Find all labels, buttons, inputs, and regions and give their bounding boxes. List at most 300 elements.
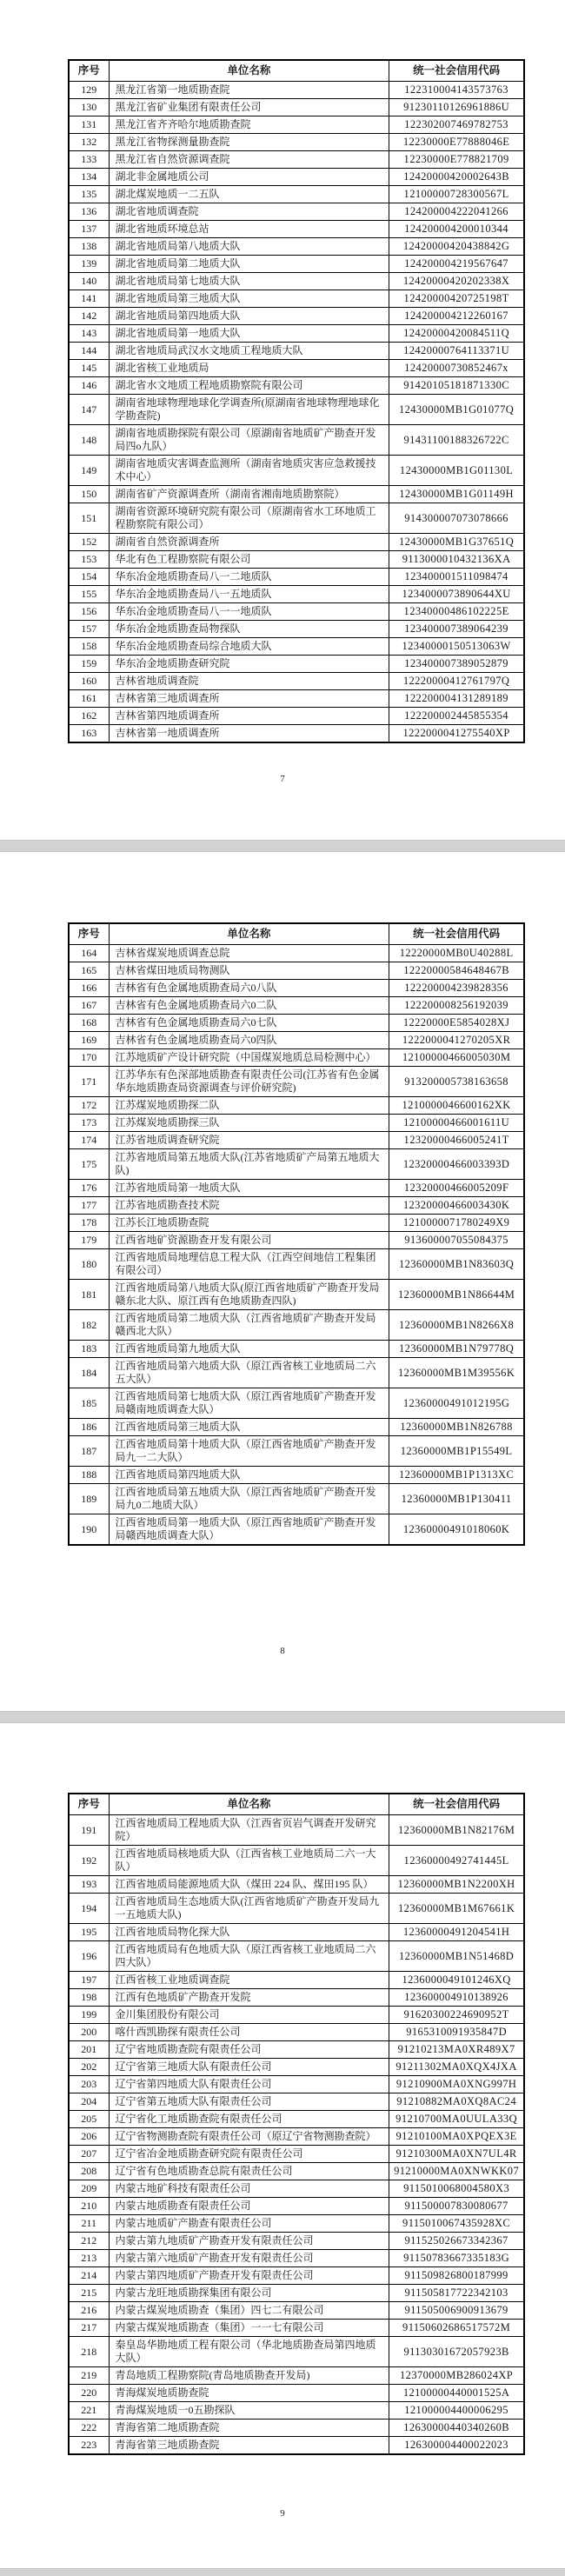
- table-row: [69, 2198, 524, 2215]
- table-row: [69, 1249, 524, 1280]
- cell-credit-code: 1234000073890644XU: [389, 586, 524, 603]
- table-row: [69, 945, 524, 962]
- cell-credit-code: 12370000MB286024XP: [389, 2367, 524, 2385]
- cell-credit-code: 12420000764113371U: [389, 343, 524, 360]
- table-row: [69, 1132, 524, 1149]
- cell-credit-code: 91420105181871330C: [389, 377, 524, 395]
- cell-serial-number: 173: [69, 1115, 109, 1132]
- table-row: [69, 1436, 524, 1467]
- cell-unit-name: 青海省第二地质勘查院: [109, 2420, 389, 2437]
- table-row: [69, 1310, 524, 1341]
- table-row: [69, 1197, 524, 1215]
- cell-serial-number: 216: [69, 2302, 109, 2320]
- cell-unit-name: 湖北省地质局武汉水文地质工程地质大队: [109, 343, 389, 360]
- cell-credit-code: 91211302MA0XQX4JXA: [389, 2059, 524, 2076]
- cell-credit-code: 91130301672057923B: [389, 2337, 524, 2367]
- cell-unit-name: 江苏省地质调查研究院: [109, 1132, 389, 1149]
- cell-unit-name: 辽宁省第三地质大队有限责任公司: [109, 2059, 389, 2076]
- units-table: [68, 59, 525, 743]
- table-header-row: [69, 923, 524, 945]
- table-row: [69, 2163, 524, 2180]
- cell-unit-name: 湖北省地质局第四地质大队: [109, 308, 389, 325]
- cell-serial-number: 191: [69, 1815, 109, 1846]
- cell-serial-number: 141: [69, 290, 109, 308]
- cell-credit-code: 122302007469782753: [389, 116, 524, 134]
- cell-serial-number: 186: [69, 1419, 109, 1436]
- cell-unit-name: 喀什西凯勘探有限责任公司: [109, 2024, 389, 2041]
- cell-serial-number: 147: [69, 395, 109, 425]
- cell-unit-name: 江西省地质局第七地质大队（原江西省地质矿产勘查开发局赣南地质调查大队）: [109, 1388, 389, 1419]
- cell-serial-number: 188: [69, 1467, 109, 1484]
- cell-serial-number: 133: [69, 151, 109, 169]
- cell-unit-name: 辽宁省冶金地质勘查研究院有限责任公司: [109, 2146, 389, 2163]
- cell-credit-code: 122200002445855354: [389, 708, 524, 725]
- cell-unit-name: 华东冶金地质勘查局八一二地质队: [109, 569, 389, 586]
- cell-credit-code: 12360000MB1P1313XC: [389, 1467, 524, 1484]
- cell-credit-code: 12220000412761797Q: [389, 673, 524, 690]
- table-row: [69, 343, 524, 360]
- cell-credit-code: 12230000E778821709: [389, 151, 524, 169]
- cell-serial-number: 198: [69, 1989, 109, 2007]
- column-header-credit-code: 统一社会信用代码: [389, 923, 524, 945]
- cell-serial-number: 132: [69, 134, 109, 151]
- cell-credit-code: 91210213MA0XR489X7: [389, 2041, 524, 2059]
- cell-serial-number: 213: [69, 2250, 109, 2267]
- table-row: [69, 2285, 524, 2302]
- cell-credit-code: 1236000049101246XQ: [389, 1972, 524, 1989]
- cell-credit-code: 91210700MA0UULA33Q: [389, 2111, 524, 2128]
- table-row: [69, 169, 524, 186]
- cell-serial-number: 206: [69, 2128, 109, 2146]
- table-row: [69, 1815, 524, 1846]
- table-row: [69, 503, 524, 534]
- cell-credit-code: 9165310091935847D: [389, 2024, 524, 2041]
- cell-credit-code: 12230000E77888046E: [389, 134, 524, 151]
- cell-unit-name: 江苏长江地质勘查院: [109, 1215, 389, 1232]
- cell-credit-code: 124200004200010344: [389, 221, 524, 238]
- table-row: [69, 1972, 524, 1989]
- cell-unit-name: 江西省地质局第四地质大队: [109, 1467, 389, 1484]
- table-row: [69, 1215, 524, 1232]
- table-row: [69, 980, 524, 997]
- table-row: [69, 551, 524, 569]
- cell-serial-number: 162: [69, 708, 109, 725]
- cell-credit-code: 913200005738163658: [389, 1067, 524, 1097]
- table-header-row: [69, 1794, 524, 1815]
- cell-credit-code: 91210900MA0XNG997H: [389, 2076, 524, 2093]
- table-row: [69, 2402, 524, 2420]
- table-row: [69, 2041, 524, 2059]
- cell-credit-code: 91620300224690952T: [389, 2007, 524, 2024]
- units-table: [68, 922, 525, 1546]
- cell-serial-number: 218: [69, 2337, 109, 2367]
- cell-credit-code: 1210000046600162XK: [389, 1097, 524, 1115]
- cell-credit-code: 122200004239828356: [389, 980, 524, 997]
- cell-unit-name: 内蒙古第六地质矿产勘查开发有限责任公司: [109, 2250, 389, 2267]
- cell-credit-code: 12220000E5854028XJ: [389, 1015, 524, 1032]
- table-row: [69, 997, 524, 1015]
- cell-credit-code: 123400001511098474: [389, 569, 524, 586]
- cell-unit-name: 湖北省地质局第七地质大队: [109, 273, 389, 290]
- column-header-serial-number: 序号: [69, 60, 109, 82]
- cell-credit-code: 12360000491018060K: [389, 1514, 524, 1546]
- cell-unit-name: 青海煤炭地质一0五勘探队: [109, 2402, 389, 2420]
- cell-credit-code: 123600004910138926: [389, 1989, 524, 2007]
- cell-unit-name: 华东冶金地质勘查局综合地质大队: [109, 638, 389, 656]
- cell-unit-name: 湖北省地质调查院: [109, 203, 389, 221]
- cell-credit-code: 91210100MA0XPQEX3E: [389, 2128, 524, 2146]
- table-row: [69, 2076, 524, 2093]
- cell-credit-code: 12340000150513063W: [389, 638, 524, 656]
- cell-credit-code: 123400007389052879: [389, 656, 524, 673]
- table-row: [69, 186, 524, 203]
- cell-unit-name: 华东冶金地质勘查局物探队: [109, 621, 389, 638]
- cell-unit-name: 湖北省地质局第一地质大队: [109, 325, 389, 343]
- table-row: [69, 1115, 524, 1132]
- table-row: [69, 962, 524, 980]
- cell-serial-number: 170: [69, 1049, 109, 1067]
- table-row: [69, 1388, 524, 1419]
- cell-credit-code: 12430000MB1G01077Q: [389, 395, 524, 425]
- cell-credit-code: 12420000420002643B: [389, 169, 524, 186]
- cell-unit-name: 黑龙江省矿业集团有限责任公司: [109, 99, 389, 116]
- cell-serial-number: 221: [69, 2402, 109, 2420]
- cell-serial-number: 151: [69, 503, 109, 534]
- cell-unit-name: 黑龙江省自然资源调查院: [109, 151, 389, 169]
- cell-credit-code: 911505817722342103: [389, 2285, 524, 2302]
- document-page-2: [0, 852, 565, 1711]
- cell-credit-code: 12360000MB1P15549L: [389, 1436, 524, 1467]
- cell-credit-code: 12320000466005209F: [389, 1180, 524, 1197]
- cell-serial-number: 217: [69, 2320, 109, 2337]
- cell-unit-name: 江西省核工业地质调查院: [109, 1972, 389, 1989]
- cell-credit-code: 12360000491012195G: [389, 1388, 524, 1419]
- cell-credit-code: 12630000440340260B: [389, 2420, 524, 2437]
- cell-credit-code: 9113000010432136XA: [389, 551, 524, 569]
- cell-serial-number: 219: [69, 2367, 109, 2385]
- cell-serial-number: 177: [69, 1197, 109, 1215]
- cell-unit-name: 江西省地质局第三地质大队: [109, 1419, 389, 1436]
- cell-serial-number: 155: [69, 586, 109, 603]
- cell-serial-number: 209: [69, 2180, 109, 2198]
- page-separator: [0, 2568, 565, 2576]
- cell-unit-name: 湖北非金属地质公司: [109, 169, 389, 186]
- cell-serial-number: 156: [69, 603, 109, 621]
- cell-credit-code: 9115010067435928XC: [389, 2215, 524, 2233]
- table-row: [69, 1097, 524, 1115]
- table-row: [69, 603, 524, 621]
- cell-serial-number: 169: [69, 1032, 109, 1049]
- cell-credit-code: 12360000MB1N83603Q: [389, 1249, 524, 1280]
- cell-unit-name: 湖南省矿产资源调查所（湖南省湘南地质勘察院）: [109, 486, 389, 503]
- cell-unit-name: 华北有色工程勘察院有限公司: [109, 551, 389, 569]
- cell-serial-number: 148: [69, 425, 109, 456]
- cell-credit-code: 91150602686517572M: [389, 2320, 524, 2337]
- cell-unit-name: 秦皇岛华勘地质工程有限公司（华北地质勘查局第四地质大队）: [109, 2337, 389, 2367]
- cell-serial-number: 176: [69, 1180, 109, 1197]
- table-row: [69, 99, 524, 116]
- cell-credit-code: 911500007830080677: [389, 2198, 524, 2215]
- table-row: [69, 2420, 524, 2437]
- cell-unit-name: 黑龙江省齐齐哈尔地质勘查院: [109, 116, 389, 134]
- cell-unit-name: 江苏煤炭地质勘探三队: [109, 1115, 389, 1132]
- cell-credit-code: 12320000466003430K: [389, 1197, 524, 1215]
- cell-unit-name: 江西省地质局第二地质大队（江西省地质矿产勘查开发局赣西北大队）: [109, 1310, 389, 1341]
- cell-credit-code: 12320000466003393D: [389, 1149, 524, 1180]
- cell-unit-name: 江苏地质矿产设计研究院（中国煤炭地质总局检测中心）: [109, 1049, 389, 1067]
- cell-serial-number: 154: [69, 569, 109, 586]
- cell-serial-number: 200: [69, 2024, 109, 2041]
- cell-serial-number: 171: [69, 1067, 109, 1097]
- cell-serial-number: 179: [69, 1232, 109, 1249]
- cell-unit-name: 内蒙古地质勘查有限责任公司: [109, 2198, 389, 2215]
- page-number: 7: [280, 774, 285, 784]
- cell-serial-number: 175: [69, 1149, 109, 1180]
- table-row: [69, 2215, 524, 2233]
- table-row: [69, 1067, 524, 1097]
- table-row: [69, 308, 524, 325]
- cell-credit-code: 911509826800187999: [389, 2267, 524, 2285]
- cell-unit-name: 吉林省第一地质调查所: [109, 725, 389, 743]
- cell-serial-number: 138: [69, 238, 109, 256]
- cell-serial-number: 183: [69, 1341, 109, 1358]
- table-row: [69, 656, 524, 673]
- table-row: [69, 2007, 524, 2024]
- cell-unit-name: 湖南省地质灾害调查监测所（湖南省地质灾害应急救援技术中心）: [109, 456, 389, 486]
- cell-credit-code: 12220000584648467B: [389, 962, 524, 980]
- cell-credit-code: 123400007389064239: [389, 621, 524, 638]
- cell-serial-number: 144: [69, 343, 109, 360]
- table-row: [69, 1280, 524, 1310]
- table-row: [69, 2367, 524, 2385]
- cell-unit-name: 吉林省地质调查院: [109, 673, 389, 690]
- cell-credit-code: 122200008256192039: [389, 997, 524, 1015]
- cell-unit-name: 湖北煤炭地质一二五队: [109, 186, 389, 203]
- table-row: [69, 325, 524, 343]
- cell-serial-number: 166: [69, 980, 109, 997]
- column-header-serial-number: 序号: [69, 923, 109, 945]
- table-row: [69, 116, 524, 134]
- cell-unit-name: 吉林省有色金属地质勘查局六0二队: [109, 997, 389, 1015]
- cell-serial-number: 164: [69, 945, 109, 962]
- column-header-unit-name: 单位名称: [109, 923, 389, 945]
- cell-unit-name: 江西省地质局第五地质大队（原江西省地质矿产勘查开发局九0二地质大队）: [109, 1484, 389, 1514]
- cell-serial-number: 203: [69, 2076, 109, 2093]
- table-row: [69, 1232, 524, 1249]
- cell-serial-number: 190: [69, 1514, 109, 1546]
- cell-credit-code: 12360000MB1N8266X8: [389, 1310, 524, 1341]
- cell-serial-number: 142: [69, 308, 109, 325]
- cell-serial-number: 205: [69, 2111, 109, 2128]
- cell-serial-number: 187: [69, 1436, 109, 1467]
- cell-credit-code: 122200004131289189: [389, 690, 524, 708]
- cell-unit-name: 辽宁省物测勘查院有限责任公司（原辽宁省物测勘查院）: [109, 2128, 389, 2146]
- cell-serial-number: 178: [69, 1215, 109, 1232]
- cell-unit-name: 吉林省第四地质调查所: [109, 708, 389, 725]
- cell-credit-code: 124200004212260167: [389, 308, 524, 325]
- cell-serial-number: 150: [69, 486, 109, 503]
- cell-credit-code: 91210300MA0XN7UL4R: [389, 2146, 524, 2163]
- cell-unit-name: 江西省地质局物化探大队: [109, 1924, 389, 1941]
- cell-serial-number: 222: [69, 2420, 109, 2437]
- table-row: [69, 621, 524, 638]
- table-row: [69, 273, 524, 290]
- cell-credit-code: 12100000466001611U: [389, 1115, 524, 1132]
- table-row: [69, 1484, 524, 1514]
- cell-unit-name: 江西省地质局能源地质大队（煤田 224 队、煤田195 队）: [109, 1876, 389, 1894]
- cell-unit-name: 内蒙古地矿科技有限责任公司: [109, 2180, 389, 2198]
- cell-credit-code: 911525026673342367: [389, 2233, 524, 2250]
- table-row: [69, 569, 524, 586]
- cell-serial-number: 189: [69, 1484, 109, 1514]
- cell-unit-name: 湖北省水文地质工程地质勘察院有限公司: [109, 377, 389, 395]
- table-row: [69, 690, 524, 708]
- table-row: [69, 1015, 524, 1032]
- cell-credit-code: 126300004400022023: [389, 2437, 524, 2455]
- cell-unit-name: 辽宁省地质勘查院有限责任公司: [109, 2041, 389, 2059]
- cell-serial-number: 180: [69, 1249, 109, 1280]
- cell-serial-number: 192: [69, 1846, 109, 1876]
- cell-credit-code: 12360000MB1N826788: [389, 1419, 524, 1436]
- cell-unit-name: 吉林省有色金属地质勘查局六0七队: [109, 1015, 389, 1032]
- cell-unit-name: 江苏省地质局第五地质大队(江苏省地质矿产局第五地质大队): [109, 1149, 389, 1180]
- cell-credit-code: 12360000MB1N51468D: [389, 1941, 524, 1972]
- cell-serial-number: 214: [69, 2267, 109, 2285]
- table-row: [69, 708, 524, 725]
- cell-unit-name: 吉林省有色金属地质勘查局六0四队: [109, 1032, 389, 1049]
- cell-serial-number: 168: [69, 1015, 109, 1032]
- table-row: [69, 1941, 524, 1972]
- table-row: [69, 1180, 524, 1197]
- cell-credit-code: 12430000MB1G01130L: [389, 456, 524, 486]
- table-row: [69, 290, 524, 308]
- cell-unit-name: 湖南省自然资源调查所: [109, 534, 389, 551]
- table-row: [69, 1894, 524, 1924]
- cell-unit-name: 辽宁省有色地质勘查总院有限责任公司: [109, 2163, 389, 2180]
- cell-credit-code: 12320000466005241T: [389, 1132, 524, 1149]
- table-row: [69, 1358, 524, 1388]
- cell-credit-code: 12420000420202338X: [389, 273, 524, 290]
- cell-serial-number: 202: [69, 2059, 109, 2076]
- cell-unit-name: 青岛地质工程勘察院(青岛地质勘查开发局): [109, 2367, 389, 2385]
- page-number: 9: [280, 2508, 285, 2519]
- cell-unit-name: 江西省地质局有色地质大队（原江西省核工业地质局二六四大队）: [109, 1941, 389, 1972]
- table-row: [69, 725, 524, 743]
- cell-serial-number: 195: [69, 1924, 109, 1941]
- table-row: [69, 534, 524, 551]
- cell-serial-number: 193: [69, 1876, 109, 1894]
- cell-serial-number: 207: [69, 2146, 109, 2163]
- cell-credit-code: 1222000041275540XP: [389, 725, 524, 743]
- cell-unit-name: 江西省地质局第一地质大队（原江西省地质矿产勘查开发局赣西地质调查大队）: [109, 1514, 389, 1546]
- cell-serial-number: 137: [69, 221, 109, 238]
- column-header-serial-number: 序号: [69, 1794, 109, 1815]
- cell-serial-number: 196: [69, 1941, 109, 1972]
- table-row: [69, 82, 524, 99]
- cell-credit-code: 1222000041270205XR: [389, 1032, 524, 1049]
- cell-unit-name: 华东冶金地质勘查局八一五地质队: [109, 586, 389, 603]
- cell-unit-name: 江苏省地质勘查技术院: [109, 1197, 389, 1215]
- table-row: [69, 1514, 524, 1546]
- table-row: [69, 638, 524, 656]
- cell-credit-code: 91210000MA0XNWKK07: [389, 2163, 524, 2180]
- table-row: [69, 1924, 524, 1941]
- cell-unit-name: 吉林省第三地质调查所: [109, 690, 389, 708]
- table-row: [69, 2337, 524, 2367]
- cell-serial-number: 174: [69, 1132, 109, 1149]
- cell-credit-code: 12360000MB1N86644M: [389, 1280, 524, 1310]
- cell-unit-name: 江西省地质局生态地质大队(江西省地质矿产勘查开发局九一五地质大队): [109, 1894, 389, 1924]
- table-row: [69, 586, 524, 603]
- cell-unit-name: 辽宁省第四地质大队有限责任公司: [109, 2076, 389, 2093]
- cell-credit-code: 12420000420084511Q: [389, 325, 524, 343]
- cell-unit-name: 湖南省地质勘探院有限公司（原湖南省地质矿产勘查开发局四o九队）: [109, 425, 389, 456]
- cell-credit-code: 121000004400006295: [389, 2402, 524, 2420]
- cell-serial-number: 145: [69, 360, 109, 377]
- cell-unit-name: 青海省第三地质勘查院: [109, 2437, 389, 2455]
- cell-credit-code: 124200004222041266: [389, 203, 524, 221]
- page-separator: [0, 840, 565, 852]
- cell-serial-number: 157: [69, 621, 109, 638]
- cell-serial-number: 131: [69, 116, 109, 134]
- cell-credit-code: 12430000MB1G37651Q: [389, 534, 524, 551]
- table-row: [69, 673, 524, 690]
- table-row: [69, 2250, 524, 2267]
- cell-serial-number: 159: [69, 656, 109, 673]
- cell-serial-number: 146: [69, 377, 109, 395]
- cell-credit-code: 12340000486102225E: [389, 603, 524, 621]
- column-header-credit-code: 统一社会信用代码: [389, 1794, 524, 1815]
- cell-serial-number: 143: [69, 325, 109, 343]
- table-row: [69, 151, 524, 169]
- cell-credit-code: 91210882MA0XQ8AC24: [389, 2093, 524, 2111]
- cell-unit-name: 吉林省煤田地质局物测队: [109, 962, 389, 980]
- table-row: [69, 2385, 524, 2402]
- cell-unit-name: 内蒙古煤炭地质勘查（集团）四七二有限公司: [109, 2302, 389, 2320]
- table-row: [69, 1032, 524, 1049]
- cell-credit-code: 12360000MB1N2200XH: [389, 1876, 524, 1894]
- cell-unit-name: 内蒙古煤炭地质勘查（集团）一一七有限公司: [109, 2320, 389, 2337]
- cell-serial-number: 199: [69, 2007, 109, 2024]
- table-row: [69, 1846, 524, 1876]
- cell-unit-name: 内蒙古龙旺地质勘探集团有限公司: [109, 2285, 389, 2302]
- table-row: [69, 2320, 524, 2337]
- cell-serial-number: 201: [69, 2041, 109, 2059]
- cell-unit-name: 湖北省地质局第三地质大队: [109, 290, 389, 308]
- column-header-unit-name: 单位名称: [109, 1794, 389, 1815]
- cell-serial-number: 160: [69, 673, 109, 690]
- cell-unit-name: 江西省地质局第九地质大队: [109, 1341, 389, 1358]
- cell-unit-name: 吉林省煤炭地质调查总院: [109, 945, 389, 962]
- cell-credit-code: 12100000466005030M: [389, 1049, 524, 1067]
- cell-serial-number: 197: [69, 1972, 109, 1989]
- cell-serial-number: 181: [69, 1280, 109, 1310]
- table-row: [69, 2093, 524, 2111]
- table-row: [69, 2180, 524, 2198]
- page-separator: [0, 1711, 565, 1723]
- cell-serial-number: 220: [69, 2385, 109, 2402]
- cell-credit-code: 91431100188326722C: [389, 425, 524, 456]
- table-row: [69, 203, 524, 221]
- cell-serial-number: 167: [69, 997, 109, 1015]
- cell-unit-name: 江苏煤炭地质勘探二队: [109, 1097, 389, 1115]
- cell-credit-code: 911505006900913679: [389, 2302, 524, 2320]
- table-row: [69, 256, 524, 273]
- table-row: [69, 2128, 524, 2146]
- cell-credit-code: 12360000491204541H: [389, 1924, 524, 1941]
- cell-credit-code: 12420000730852467x: [389, 360, 524, 377]
- cell-serial-number: 153: [69, 551, 109, 569]
